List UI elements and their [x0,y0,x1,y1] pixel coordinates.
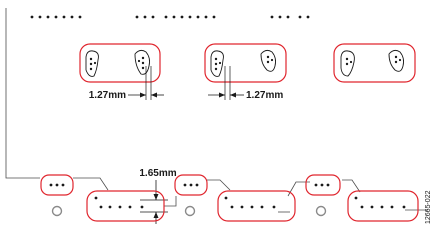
top-dot-rows [31,16,310,19]
wide-pad-2 [218,191,295,221]
wide-pad-3 [348,191,418,221]
wide-pad-1 [87,191,164,221]
pitch-label-right: 1.27mm [246,90,284,101]
small-pad-1 [41,175,73,195]
figure-id: 12665-022 [425,190,432,224]
via-holes [53,207,326,216]
small-pad-2 [175,175,207,195]
upper-footprint-2 [205,44,286,82]
pitch-label-left: 1.27mm [88,90,126,101]
pitch-dimension-left [128,66,164,100]
trace-lines [73,178,428,212]
vertical-gap-label: 1.65mm [139,168,177,179]
pitch-dimension-right [208,66,244,100]
upper-footprint-3 [334,44,415,82]
board-edge-line [6,8,40,178]
upper-footprint-1 [80,44,160,82]
small-pad-3 [306,175,340,195]
